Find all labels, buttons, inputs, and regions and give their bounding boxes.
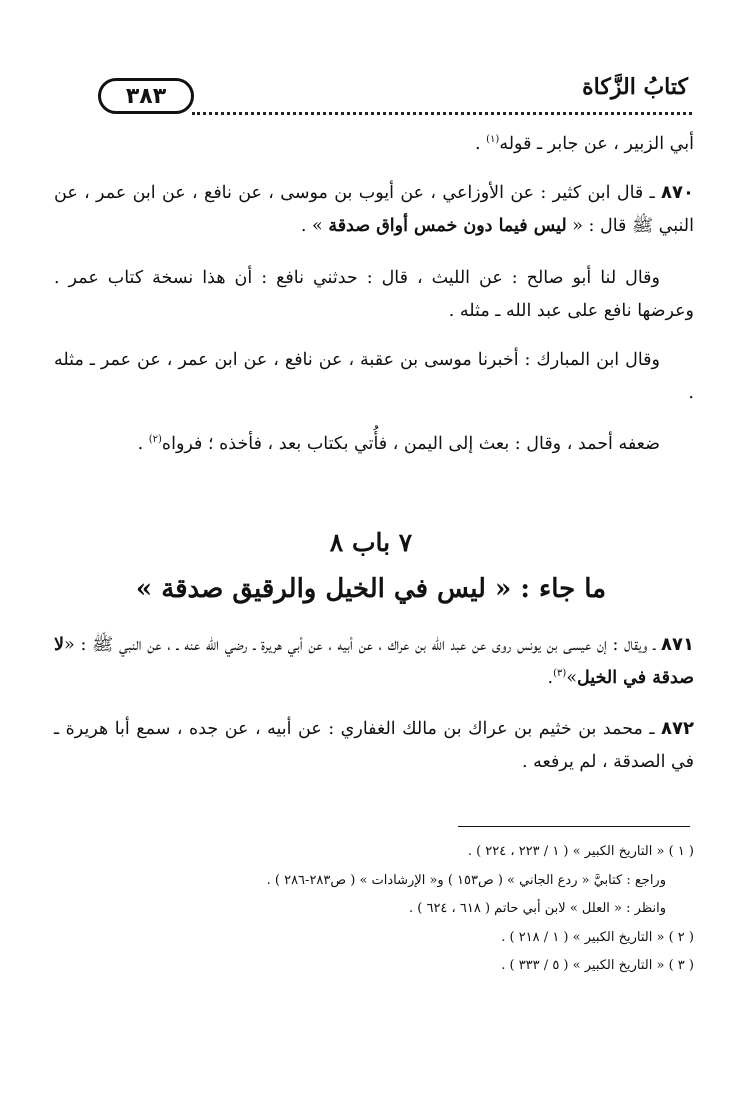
book-title: كتابُ الزَّكاة <box>582 74 688 100</box>
chapter-title: ما جاء : « ليس في الخيل والرقيق صدقة » <box>135 574 607 604</box>
page-header <box>92 70 692 120</box>
hadith-number: ٨٧١ <box>661 634 694 655</box>
footnote-ref-1: (١) <box>486 134 500 146</box>
header-dotted-rule <box>192 112 692 115</box>
footnote-2: ( ٢ ) « التاريخ الكبير » ( ١ / ٢١٨ ) . <box>501 929 694 945</box>
footnote-ref-3: (٣) <box>553 668 567 680</box>
chapter-label: ٧ باب ٨ <box>329 528 413 557</box>
intro-paragraph: أبي الزبير ، عن جابر ـ قوله$^{(١)}$ . <box>474 134 694 154</box>
footnote-3: ( ٣ ) « التاريخ الكبير » ( ٥ / ٣٣٣ ) . <box>501 958 694 973</box>
footnote-1-compare: وانظر : « العلل » لابن أبي حاتم ( ٦١٨ ، ٦٢٤ ) . <box>409 901 666 916</box>
hadith-872: ٨٧٢ ـ محمد بن خثيم بن عراك بن مالك الغفاري : عن أبيه ، عن جده ، سمع أبا هريرة ـ في الصدقة ، لم يرفعه . <box>54 718 694 772</box>
footnote-1-see-also: وراجع : كتابيَّ « ردع الجاني » ( ص١٥٣ ) و« الإرشادات » ( ص٢٨٣-٢٨٦ ) . <box>266 872 666 888</box>
page-number-badge: ٣٨٣ <box>98 78 194 114</box>
paragraph-ahmad: ضعفه أحمد ، وقال : بعث إلى اليمن ، فأُتي بكتاب بعد ، فأخذه ؛ فرواه$^{(٢)}$ . <box>137 434 660 454</box>
footnote-ref-2: (٢) <box>148 434 162 446</box>
footnote-1: ( ١ ) « التاريخ الكبير » ( ١ / ٢٢٣ ، ٢٢٤ ) . <box>467 844 694 859</box>
hadith-quote: ليس فيما دون خمس أواق صدقة <box>328 216 567 236</box>
hadith-870: ٨٧٠ ـ قال ابن كثير : عن الأوزاعي ، عن أيوب بن موسى ، عن نافع ، عن ابن عمر ، عن النبي ﷺ قال : « ليس فيما دون خمس أواق صدقة » . <box>54 182 694 236</box>
paragraph-laith: وقال لنا أبو صالح : عن الليث ، قال : حدثني نافع : أن هذا نسخة كتاب عمر . وعرضها نافع على عبد الله ـ مثله . <box>54 268 694 321</box>
paragraph-mubarak: وقال ابن المبارك : أخبرنا موسى بن عقبة ، عن نافع ، عن ابن عمر ، عن عمر ـ مثله . <box>54 350 694 403</box>
hadith-quote: لا صدقة في الخيل <box>54 635 694 688</box>
hadith-number: ٨٧٠ <box>661 182 694 203</box>
hadith-number: ٨٧٢ <box>661 718 694 739</box>
hadith-871: ٨٧١ ـ ويقال : إن عيسى بن يونس روى عن عبد الله بن عراك ، عن أبيه ، عن أبي هريرة ـ رضي الله عنه ـ ، عن النبي ﷺ : «لا صدقة في الخيل»$^{(٣)}$. <box>54 634 694 688</box>
footnote-separator <box>458 826 690 827</box>
footnotes <box>94 838 694 981</box>
